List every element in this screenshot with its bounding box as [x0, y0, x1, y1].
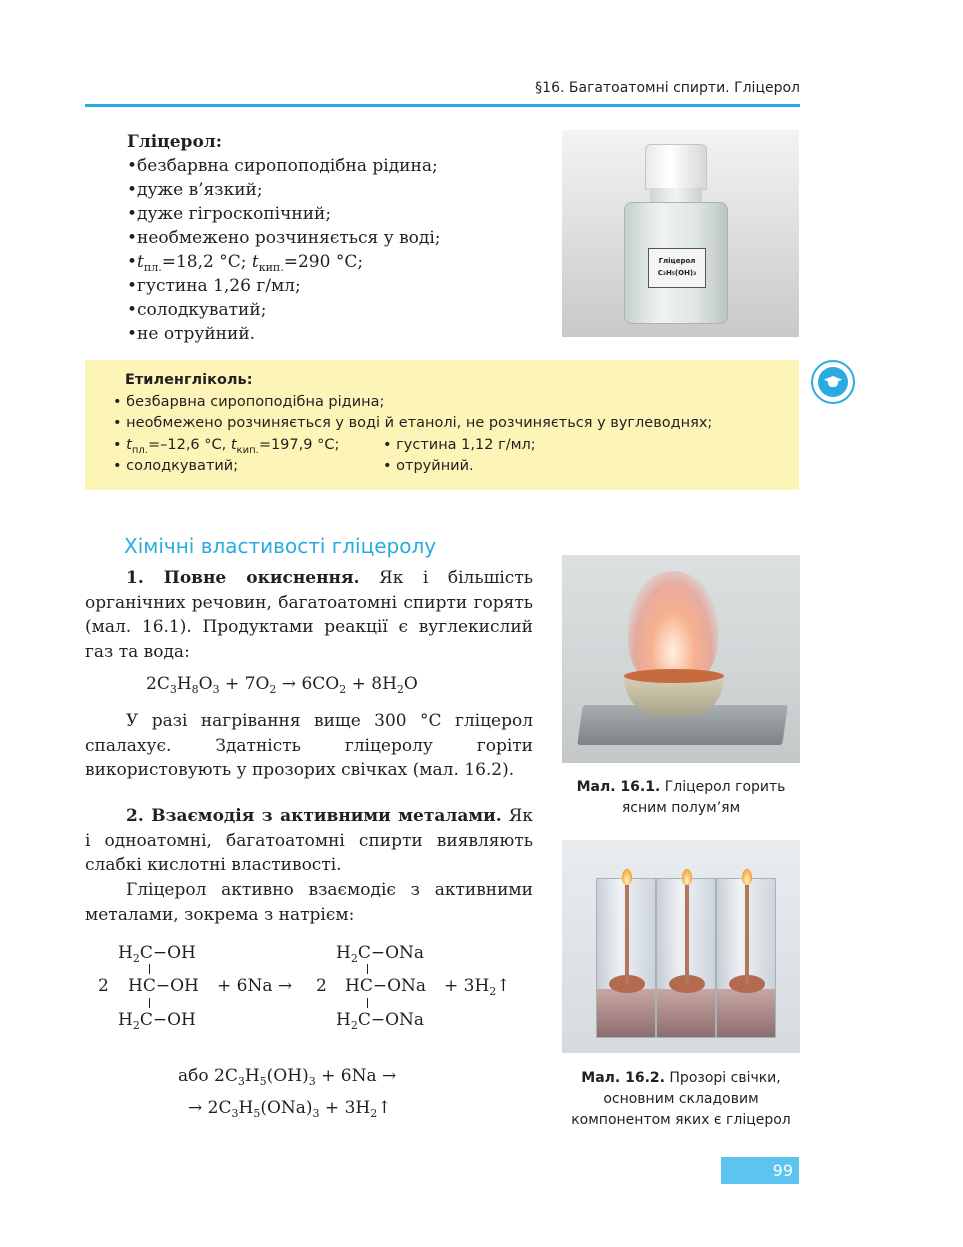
- condensed-equation: [178, 1060, 396, 1124]
- eq-sub: 2: [350, 952, 358, 965]
- bottle-label: [648, 248, 706, 288]
- eq-sub: 2: [132, 1019, 140, 1032]
- paragraph-combustion: [85, 566, 533, 664]
- bond-line: [367, 998, 368, 1008]
- figure-caption-1: [562, 777, 800, 819]
- melting-value: =18,2 °С;: [161, 252, 247, 272]
- eq-text: H: [238, 1098, 254, 1118]
- boiling-value: =290 °С;: [283, 252, 364, 272]
- eq-text: + 8H: [346, 674, 397, 694]
- eq-text: H: [118, 943, 133, 963]
- eq-sub: 3: [212, 683, 220, 696]
- eq-text: O: [403, 674, 418, 694]
- paragraph-heading: 2. Взаємодія з активними металами.: [126, 806, 502, 826]
- header-rule: [85, 104, 800, 107]
- bond-line: [367, 964, 368, 974]
- eq-text: C−OH: [139, 943, 196, 963]
- candle-glass: [596, 878, 656, 1038]
- eq-sub: 2: [396, 683, 404, 696]
- page-number: 99: [721, 1157, 799, 1184]
- eq-text: H: [176, 674, 192, 694]
- formula-left-bot: [118, 1010, 196, 1030]
- melting-subscript: пл.: [143, 261, 162, 274]
- figure-caption-2: [562, 1068, 800, 1131]
- boiling-value: =197,9 °С;: [258, 436, 340, 453]
- eq-text: ↑: [496, 976, 511, 996]
- combustion-equation: [146, 674, 418, 694]
- eq-text: → 6CO: [276, 674, 340, 694]
- eq-sub: 3: [237, 1075, 245, 1088]
- paragraph-sodium: Гліцерол активно взаємодіє з активними металами, зокрема з натрієм:: [85, 880, 533, 925]
- eq-text: (ONa): [260, 1098, 313, 1118]
- formula-left-mid: HC−OH: [128, 976, 199, 996]
- product-hydrogen: [444, 976, 511, 996]
- burning-glycerol-photo: [562, 555, 800, 763]
- bullet: •: [113, 436, 127, 453]
- list-item: • густина 1,26 г/мл;: [127, 274, 547, 298]
- formula-right-bot: [336, 1010, 424, 1030]
- list-item: • необмежено розчиняється у воді й етанолі, не розчиняється у вуглеводнях;: [113, 415, 713, 431]
- formula-left-top: [118, 943, 196, 963]
- t-symbol: t: [137, 252, 144, 272]
- eq-text: H: [118, 1010, 133, 1030]
- bottle-cap: [645, 144, 707, 190]
- coefficient-left: 2: [98, 976, 109, 996]
- eq-text: + 3H: [319, 1098, 371, 1118]
- glycerol-list: [127, 154, 547, 346]
- eq-sub: 5: [259, 1075, 267, 1088]
- eq-sub: 8: [191, 683, 199, 696]
- formula-right-mid: HC−ONa: [345, 976, 427, 996]
- boiling-subscript: кип.: [258, 261, 284, 274]
- eq-text: C−ONa: [357, 943, 425, 963]
- list-item: [113, 456, 799, 478]
- equation-line: [188, 1092, 396, 1124]
- sweet-item: • солодкуватий;: [113, 458, 239, 474]
- caption-label: Мал. 16.2.: [581, 1070, 665, 1086]
- eq-text: O: [198, 674, 213, 694]
- formula-right-top: [336, 943, 424, 963]
- eq-text: + 3H: [444, 976, 490, 996]
- eq-sub: 3: [308, 1075, 316, 1088]
- running-head: §16. Багатоатомні спирти. Гліцерол: [535, 80, 800, 96]
- eq-sub: 2: [350, 1019, 358, 1032]
- density-item: • густина 1,12 г/мл;: [383, 436, 536, 453]
- eq-text: + 7O: [219, 674, 270, 694]
- bond-line: [149, 964, 150, 974]
- eq-text: → 2C: [188, 1098, 232, 1118]
- ethylene-glycol-box: [85, 360, 799, 490]
- list-item: • дуже в’язкий;: [127, 178, 547, 202]
- eq-sub: 3: [169, 683, 177, 696]
- paragraph-text: Як і більшість органічних речовин, багатоатомні спирти горять (мал. 16.1). Продуктами реакції є вуглекислий газ та вода:: [85, 568, 533, 662]
- melting-value: =–12,6 °С,: [147, 436, 231, 453]
- list-item: • не отруйний.: [127, 322, 547, 346]
- t-symbol: t: [251, 252, 259, 272]
- glycerol-bottle-photo: [562, 130, 799, 337]
- eq-sub: 2: [339, 683, 347, 696]
- bond-line: [149, 998, 150, 1008]
- caption-text: Гліцерол горить ясним полум’ям: [621, 779, 786, 816]
- paragraph-ignition: У разі нагрівання вище 300 °С гліцерол спалахує. Здатність гліцеролу горіти використовують у прозорих свічках (мал. 16.2).: [85, 711, 533, 780]
- paragraph-metals: [85, 804, 533, 878]
- boiling-subscript: кип.: [236, 444, 259, 456]
- t-symbol: t: [126, 436, 132, 453]
- list-item-temperature: [113, 435, 799, 457]
- list-item: • безбарвна сиропоподібна рідина;: [113, 393, 385, 410]
- eq-sub: 2: [489, 985, 497, 998]
- caption-text: Прозорі свічки, основним складовим компонентом яких є гліцерол: [571, 1070, 791, 1128]
- equation-line: [178, 1060, 396, 1092]
- list-item: • дуже гігроскопічний;: [127, 202, 547, 226]
- paragraph-heading: 1. Повне окиснення.: [126, 568, 360, 588]
- eq-sub: 2: [269, 683, 277, 696]
- eq-text: C−OH: [139, 1010, 196, 1030]
- candle-glass: [656, 878, 716, 1038]
- bottle-label-formula: C₃H₅(OH)₃: [657, 269, 697, 277]
- eq-text: H: [336, 1010, 351, 1030]
- coefficient-right: 2: [316, 976, 327, 996]
- list-item: • солодкуватий;: [127, 298, 547, 322]
- eq-sub: 2: [370, 1107, 378, 1120]
- eq-text: H: [336, 943, 351, 963]
- eq-text: ↑: [377, 1098, 392, 1118]
- melting-subscript: пл.: [131, 444, 148, 456]
- ethylene-glycol-title: Етиленгліколь:: [125, 372, 253, 388]
- eq-text: H: [244, 1066, 260, 1086]
- eq-sub: 5: [253, 1107, 261, 1120]
- paragraph-text: Як і одноатомні, багатоатомні спирти виявляють слабкі кислотні властивості.: [85, 806, 533, 875]
- eq-text: 2C: [146, 674, 170, 694]
- eq-text: (OH): [266, 1066, 309, 1086]
- crucible-rim: [624, 669, 724, 683]
- eq-text: + 6Na →: [315, 1066, 397, 1086]
- glycerol-properties: [127, 130, 547, 346]
- caption-label: Мал. 16.1.: [576, 779, 661, 795]
- eq-sub: 3: [312, 1107, 320, 1120]
- list-item: • необмежено розчиняється у воді;: [127, 226, 547, 250]
- list-item-temperature: [127, 250, 547, 274]
- section-title: Хімічні властивості гліцеролу: [124, 534, 437, 558]
- candle-glass: [716, 878, 776, 1038]
- glycerol-candles-photo: [562, 840, 800, 1053]
- reagent-sodium: + 6Na →: [217, 976, 293, 996]
- t-symbol: t: [230, 436, 237, 453]
- list-item: • безбарвна сиропоподібна рідина;: [127, 154, 547, 178]
- eq-text: C−ONa: [357, 1010, 425, 1030]
- eq-sub: 2: [132, 952, 140, 965]
- glycerol-title: Гліцерол:: [127, 132, 223, 152]
- eq-sub: 3: [231, 1107, 239, 1120]
- bottle-label-name: Гліцерол: [658, 257, 696, 265]
- graduation-cap-icon: [811, 360, 855, 404]
- eq-text: або 2C: [178, 1066, 238, 1086]
- toxic-item: • отруйний.: [383, 458, 474, 474]
